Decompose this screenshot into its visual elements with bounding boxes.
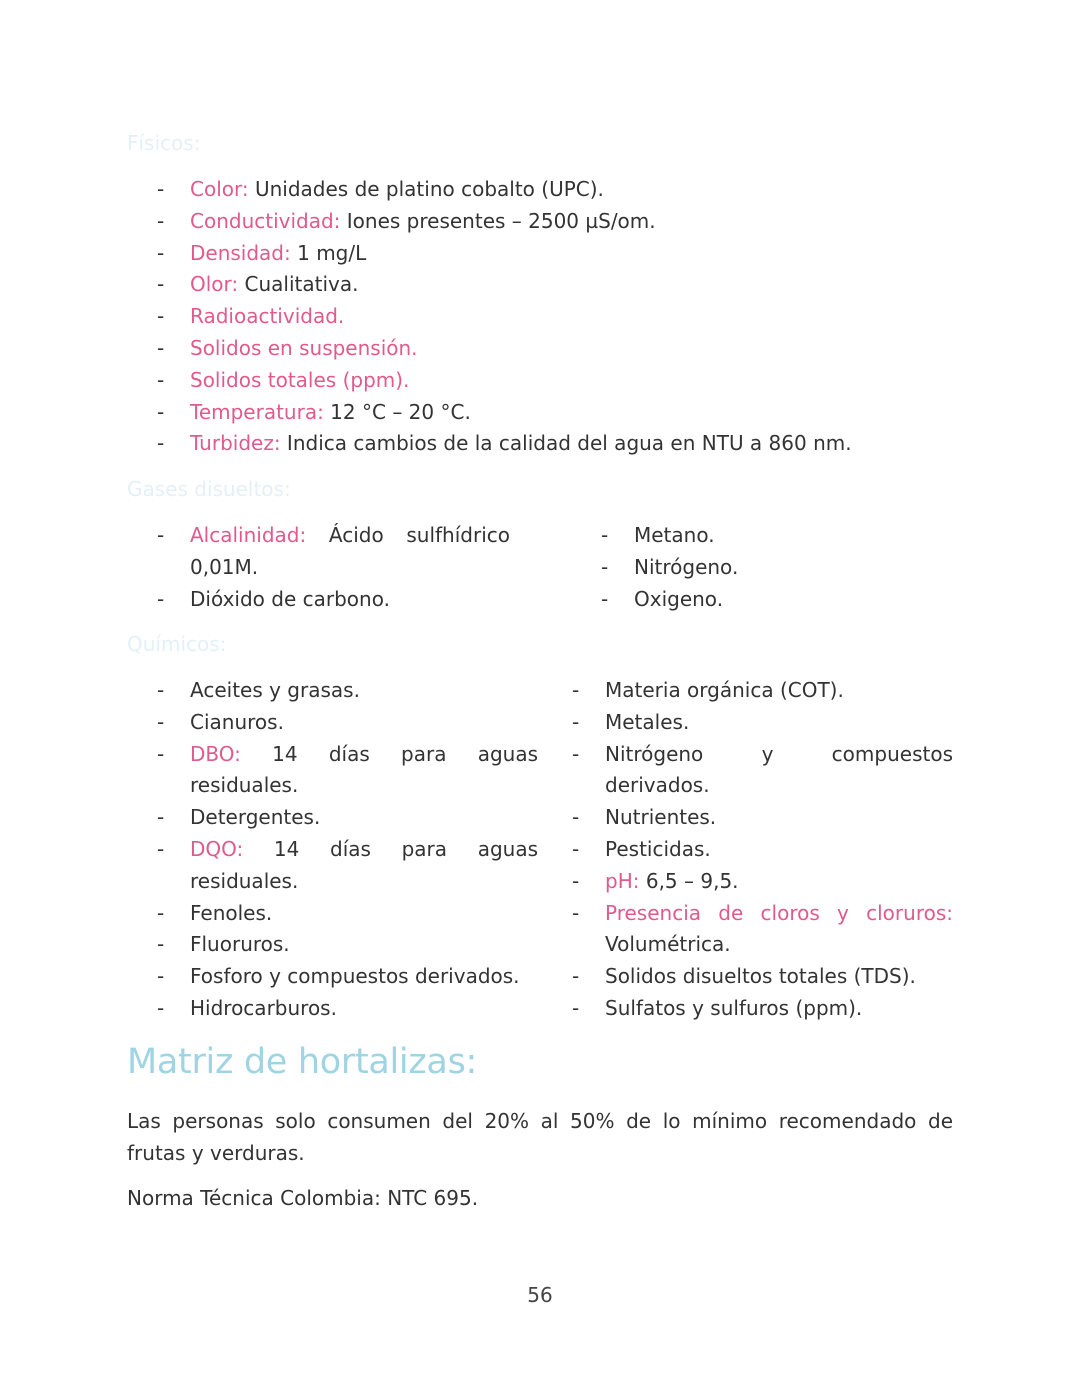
- chemical-list-right: [542, 675, 953, 1025]
- gases-list-right: [571, 520, 951, 615]
- list-item: - Presencia de cloros y cloruros: Volumétrica.: [572, 900, 953, 957]
- page-number: 56: [527, 1283, 553, 1307]
- list-item: - Temperatura: 12 °C – 20 °C.: [157, 399, 471, 424]
- list-item: - Nitrógeno.: [601, 554, 739, 579]
- physical-list: [127, 174, 1027, 460]
- section-title: Matriz de hortalizas:: [127, 1042, 478, 1082]
- list-item: - Hidrocarburos.: [157, 995, 337, 1020]
- list-item: - Alcalinidad: Ácido sulfhídrico 0,01M.: [157, 523, 510, 579]
- list-item: - Metales.: [572, 709, 690, 734]
- chemical-list-left: [127, 675, 538, 1025]
- list-item: - Radioactividad.: [157, 304, 345, 329]
- list-item: - Conductividad: Iones presentes – 2500 µS/om.: [157, 208, 656, 233]
- list-item: - Materia orgánica (COT).: [572, 678, 844, 702]
- list-item: - Fluoruros.: [157, 932, 290, 957]
- section-paragraph: Las personas solo consumen del 20% al 50% de lo mínimo recomendado de frutas y verduras.: [127, 1109, 953, 1165]
- list-item: - Fosforo y compuestos derivados.: [157, 964, 520, 989]
- list-item: - Nutrientes.: [572, 805, 717, 830]
- list-item: - pH: 6,5 – 9,5.: [572, 868, 739, 893]
- list-item: - Olor: Cualitativa.: [157, 272, 359, 297]
- list-item: - Densidad: 1 mg/L: [157, 240, 367, 265]
- physical-heading: Físicos:: [127, 131, 201, 155]
- list-item: - Detergentes.: [157, 805, 321, 830]
- list-item: - Solidos totales (ppm).: [157, 367, 410, 392]
- list-item: - Cianuros.: [157, 709, 284, 734]
- list-item: - Solidos en suspensión.: [157, 335, 418, 360]
- list-item: - Dióxido de carbono.: [157, 586, 390, 611]
- norma-paragraph: Norma Técnica Colombia: NTC 695.: [127, 1186, 479, 1210]
- list-item: - DQO: 14 días para aguas residuales.: [157, 836, 538, 893]
- list-item: - Metano.: [601, 523, 715, 547]
- list-item: - Pesticidas.: [572, 836, 711, 861]
- list-item: - Turbidez: Indica cambios de la calidad del agua en NTU a 860 nm.: [157, 431, 852, 456]
- list-item: - Color: Unidades de platino cobalto (UPC).: [157, 177, 604, 201]
- chemical-heading: Químicos:: [127, 632, 227, 656]
- list-item: - DBO: 14 días para aguas residuales.: [157, 741, 538, 798]
- list-item: - Nitrógeno y compuestos derivados.: [572, 741, 953, 798]
- list-item: - Aceites y grasas.: [157, 678, 360, 702]
- list-item: - Fenoles.: [157, 900, 273, 925]
- list-item: - Oxigeno.: [601, 586, 724, 611]
- gases-list-left: [127, 520, 510, 615]
- list-item: - Solidos disueltos totales (TDS).: [572, 964, 916, 989]
- gases-heading: Gases disueltos:: [127, 477, 291, 501]
- list-item: - Sulfatos y sulfuros (ppm).: [572, 995, 863, 1020]
